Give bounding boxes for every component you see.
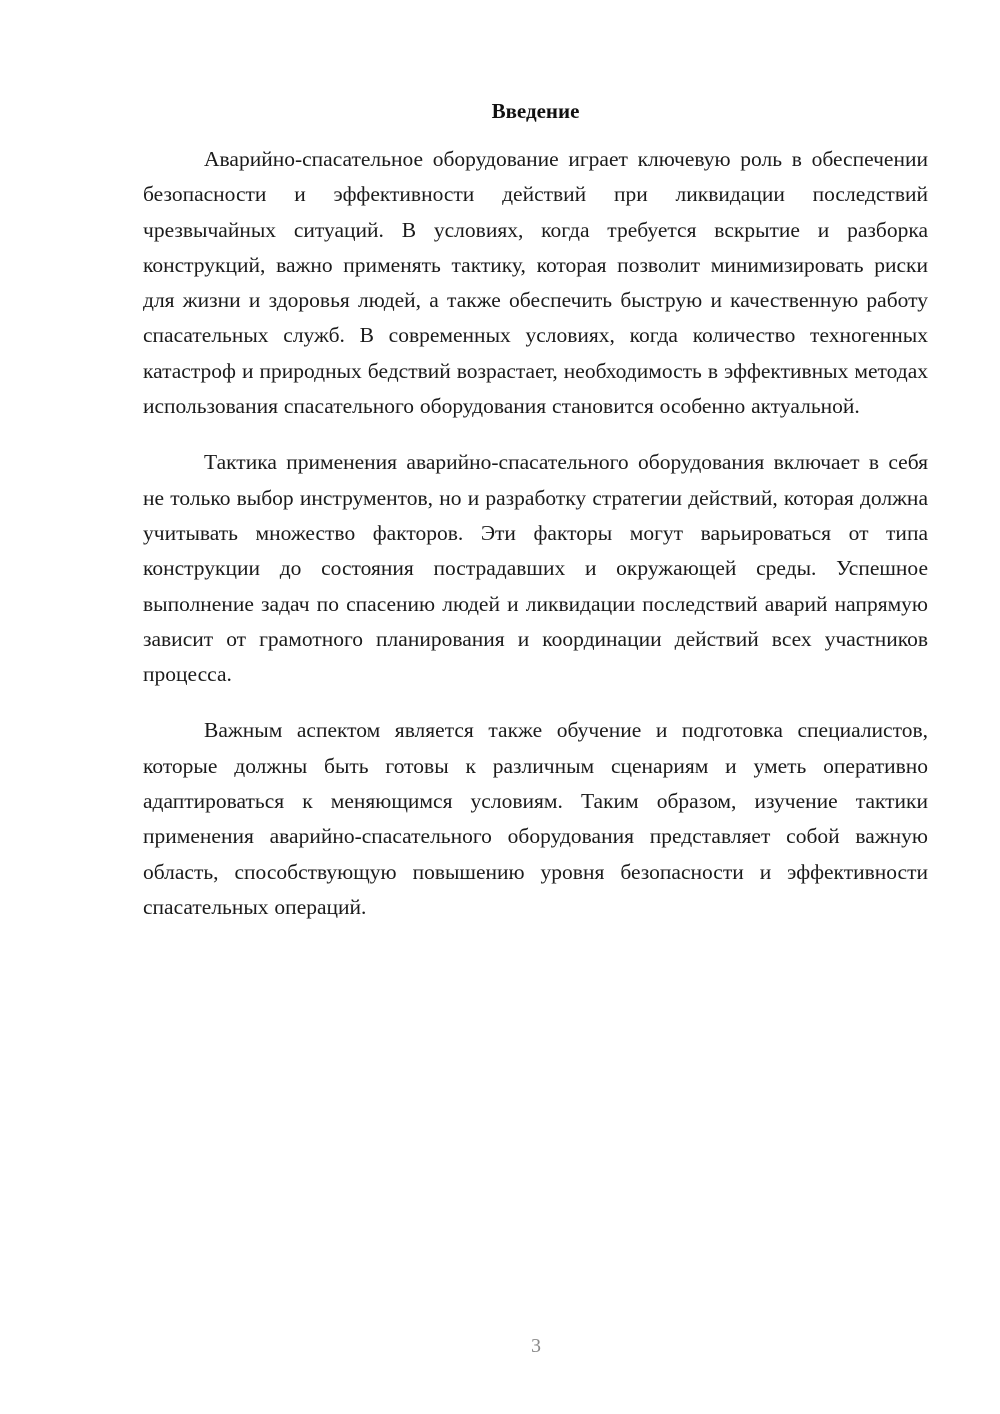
paragraph: Тактика применения аварийно-спасательного оборудования включает в себя не только выбор инструментов, но и разработку стратегии действий, которая должна учитывать множество факторов. Эти факторы могут варьироваться от типа конструкции до состояния пострадавших и окружающей среды. Успешное выполнение задач по спасению людей и ликвидации последствий аварий напрямую зависит от грамотного планирования и координации действий всех участников процесса. — [143, 450, 928, 687]
page-number: 3 — [531, 1335, 541, 1357]
paragraph: Аварийно-спасательное оборудование играет ключевую роль в обеспечении безопасности и эффективности действий при ликвидации последствий чрезвычайных ситуаций. В условиях, когда требуется вскрытие и разборка конструкций, важно применять тактику, которая позволит минимизировать риски для жизни и здоровья людей, а также обеспечить быструю и качественную работу спасательных служб. В современных условиях, когда количество техногенных катастроф и природных бедствий возрастает, необходимость в эффективных методах использования спасательного оборудования становится особенно актуальной. — [143, 147, 928, 419]
page-title: Введение — [491, 99, 580, 123]
document-body — [143, 142, 928, 946]
paragraph: Важным аспектом является также обучение и подготовка специалистов, которые должны быть готовы к различным сценариям и уметь оперативно адаптироваться к меняющимся условиям. Таким образом, изучение тактики применения аварийно-спасательного оборудования представляет собой важную область, способствующую повышению уровня безопасности и эффективности спасательных операций. — [143, 718, 928, 919]
